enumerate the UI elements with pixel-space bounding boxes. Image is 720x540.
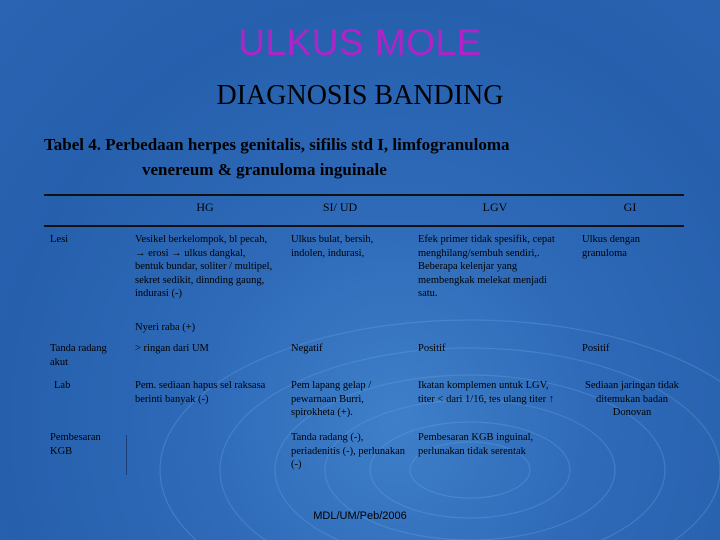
row-label-lesi: Lesi (50, 234, 69, 245)
cell-hg-tanda-radang: > ringan dari UM (135, 343, 209, 354)
cell-lgv-lab: Ikatan komplemen untuk LGV, titer < dari 1/16, tes ulang titer ↑ (418, 380, 554, 405)
column-divider (126, 435, 127, 475)
column-header-gi: GI (623, 200, 637, 214)
cell-gi-lesi: Ulkus dengan granuloma (582, 234, 641, 259)
column-header-lgv: LGV (482, 200, 508, 214)
cell-si-lab: Pem lapang gelap / pewarnaan Burri, spirokheta (+). (291, 380, 372, 418)
cell-si-lesi: Ulkus bulat, bersih, indolen, indurasi, (291, 234, 374, 259)
column-header-si-ud: SI/ UD (322, 200, 358, 214)
table-caption (44, 132, 684, 182)
cell-si-tanda-radang: Negatif (291, 343, 323, 354)
page-title: ULKUS MOLE (238, 22, 482, 63)
cell-lgv-tanda-radang: Positif (418, 343, 446, 354)
cell-hg-lab: Pem. sediaan hapus sel raksasa berinti banyak (-) (135, 380, 266, 405)
cell-hg-lesi: Vesikel berkelompok, bl pecah, → erosi → ulkus dangkal, bentuk bundar, soliter / multipel, sekret sedikit, dinnding gaung, indurasi (-) (135, 234, 273, 299)
page-subtitle: DIAGNOSIS BANDING (216, 80, 504, 111)
cell-lgv-lesi: Efek primer tidak spesifik, cepat menghilang/sembuh sendiri,. Beberapa kelenjar yang membengkak melekat menjadi satu. (418, 234, 555, 299)
cell-gi-lab: Sediaan jaringan tidak ditemukan badan Donovan (585, 380, 679, 418)
cell-si-pembesaran-kgb: Tanda radang (-), periadenitis (-), perlunakan (-) (291, 432, 405, 470)
row-label-tanda-radang: Tanda radang akut (50, 343, 107, 368)
cell-hg-lesi-nyeri: Nyeri raba (+) (135, 322, 196, 333)
cell-lgv-pembesaran-kgb: Pembesaran KGB inguinal, perlunakan tidak serentak (418, 432, 534, 457)
row-label-pembesaran-kgb: Pembesaran KGB (50, 432, 101, 457)
column-header-hg: HG (196, 200, 214, 214)
table-top-rule (44, 194, 684, 196)
cell-gi-tanda-radang: Positif (582, 343, 610, 354)
table-header-rule (44, 225, 684, 227)
slide-footer: MDL/UM/Peb/2006 (313, 510, 407, 522)
caption-line-2: venereum & granuloma inguinale (142, 160, 387, 179)
row-label-lab: Lab (54, 380, 71, 391)
caption-line-1: Tabel 4. Perbedaan herpes genitalis, sifilis std I, limfogranuloma (44, 135, 510, 154)
